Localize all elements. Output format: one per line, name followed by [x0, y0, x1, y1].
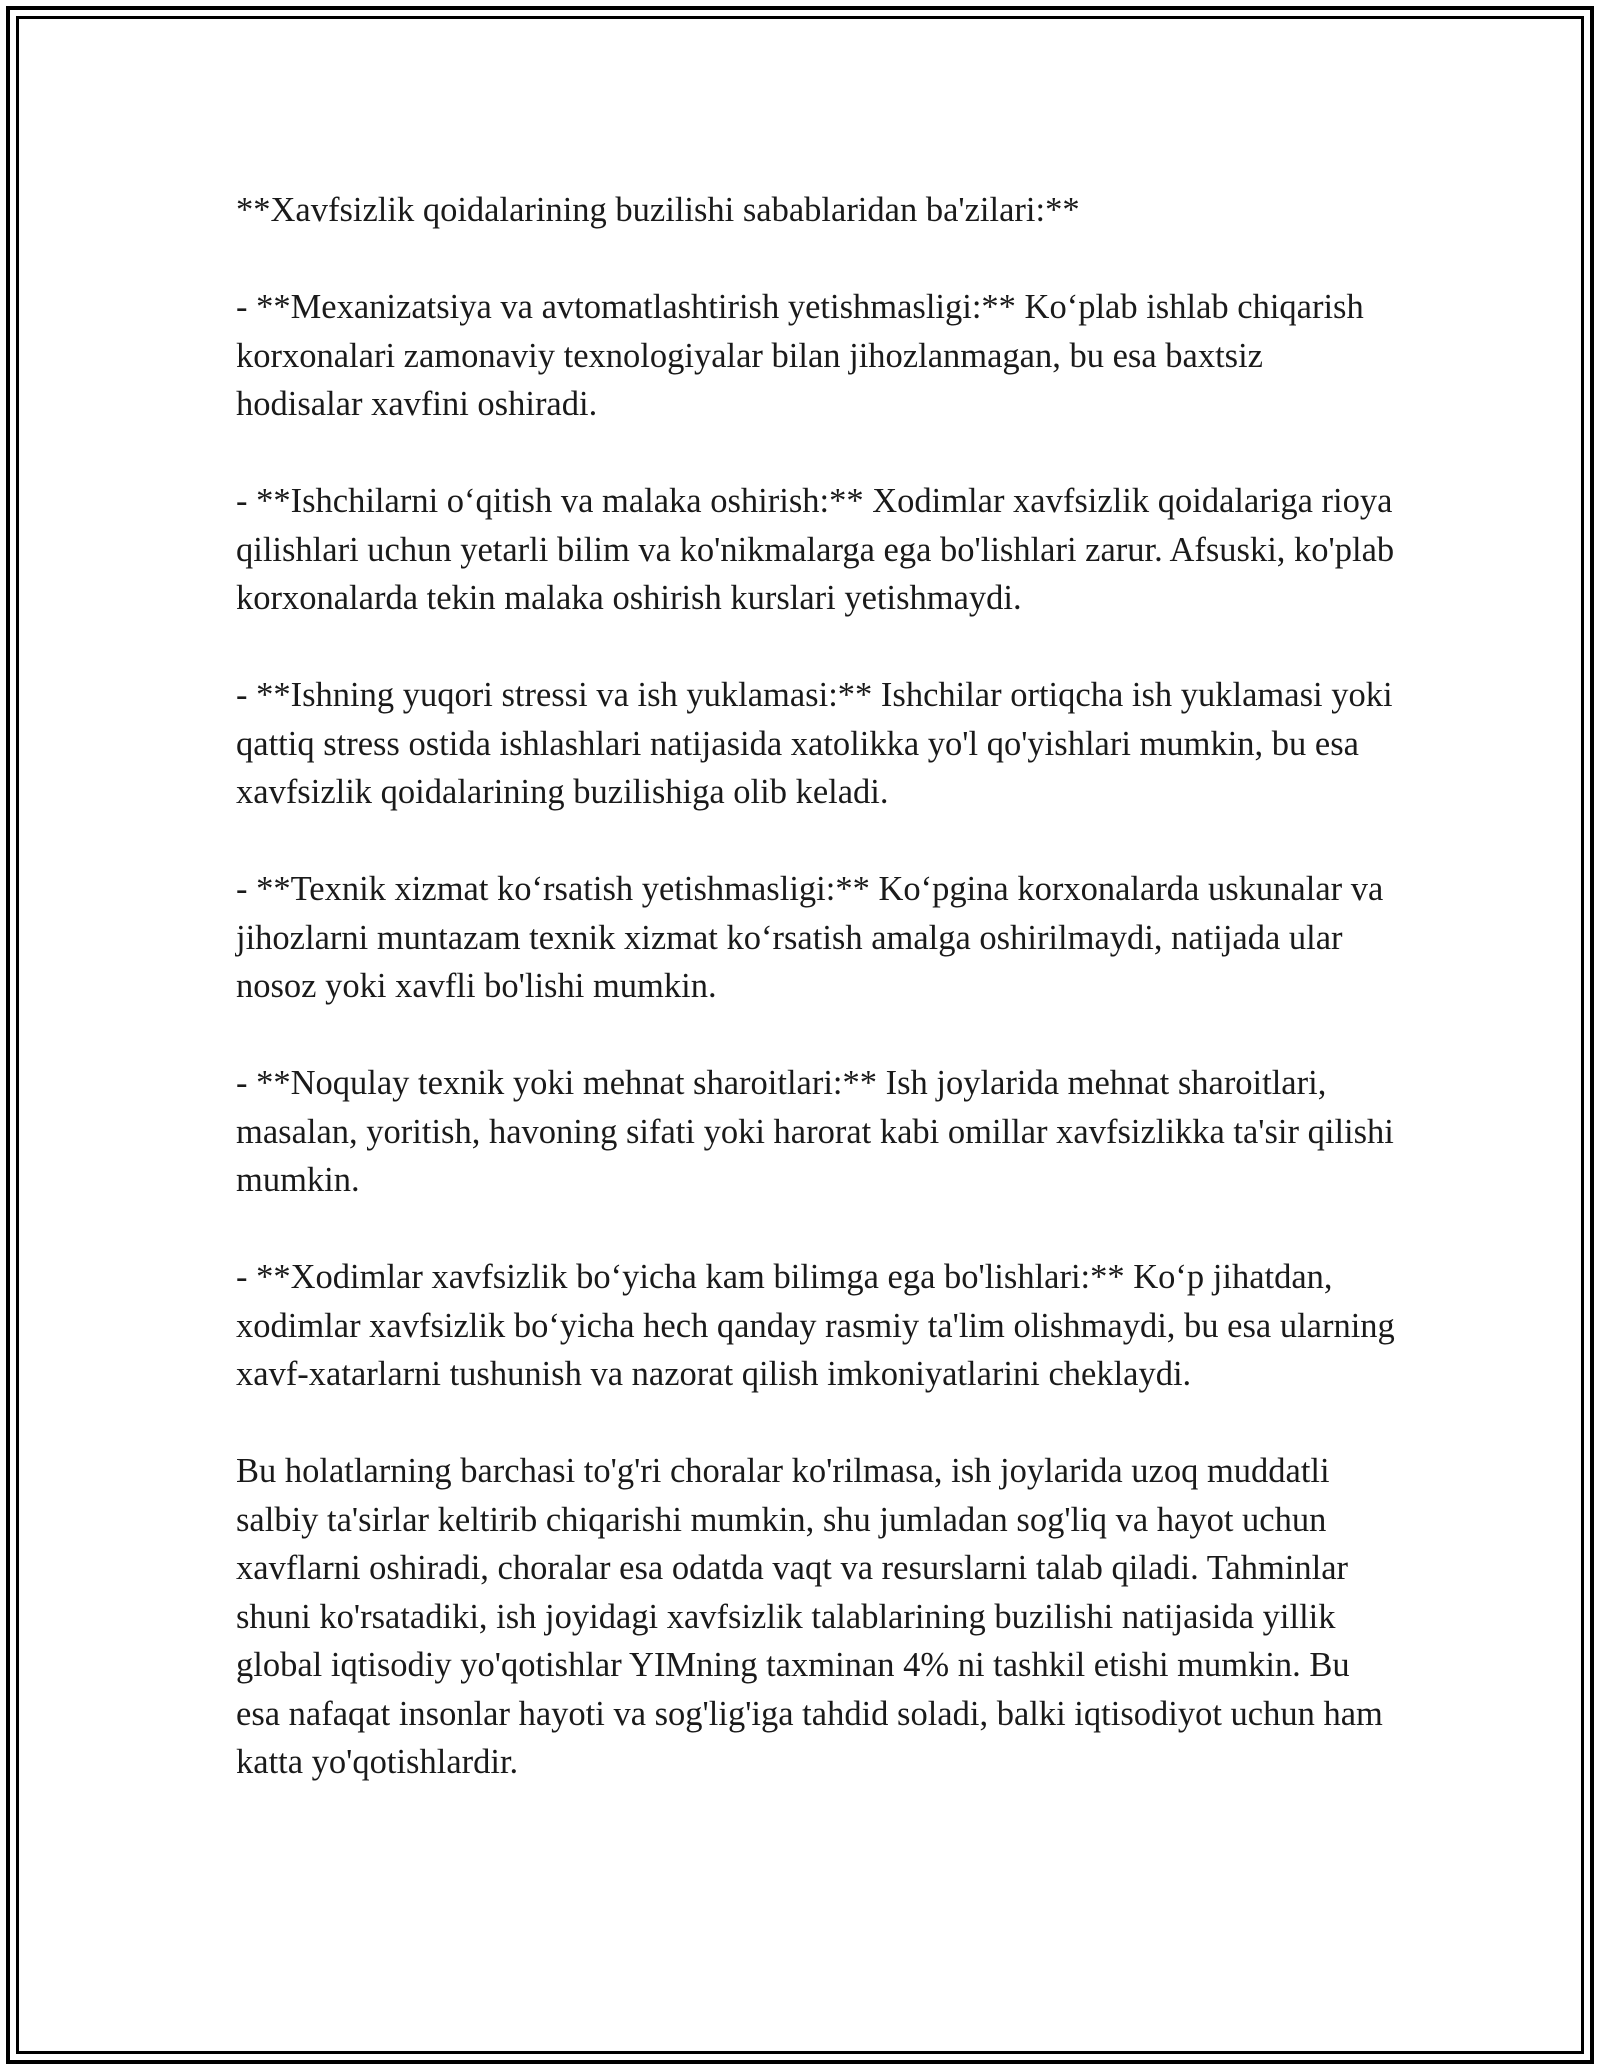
document-body: [236, 186, 1396, 1787]
document-heading: **Xavfsizlik qoidalarining buzilishi sabablaridan ba'zilari:**: [236, 191, 1080, 229]
conclusion-paragraph: Bu holatlarning barchasi to'g'ri choralar ko'rilmasa, ish joylarida uzoq muddatli salbiy ta'sirlar keltirib chiqarishi mumkin, shu jumladan sog'liq va hayot uchun xavflarni oshiradi, choralar esa odatda vaqt va resurslarni talab qiladi. Tahminlar shuni ko'rsatadiki, ish joyidagi xavfsizlik talablarining buzilishi natijasida yillik global iqtisodiy yo'qotishlar YIMning taxminan 4% ni tashkil etishi mumkin. Bu esa nafaqat insonlar hayoti va sog'lig'iga tahdid soladi, balki iqtisodiyot uchun ham katta yo'qotishlardir.: [236, 1452, 1383, 1781]
list-item-knowledge: - **Xodimlar xavfsizlik boʻyicha kam bilimga ega bo'lishlari:** Koʻp jihatdan, xodimlar xavfsizlik boʻyicha hech qanday rasmiy ta'lim olishmaydi, bu esa ularning xavf-xatarlarni tushunish va nazorat qilish imkoniyatlarini cheklaydi.: [236, 1258, 1395, 1393]
list-item-mechanization: - **Mexanizatsiya va avtomatlashtirish yetishmasligi:** Koʻplab ishlab chiqarish korxonalari zamonaviy texnologiyalar bilan jihozlanmagan, bu esa baxtsiz hodisalar xavfini oshiradi.: [236, 288, 1364, 423]
list-item-conditions: - **Noqulay texnik yoki mehnat sharoitlari:** Ish joylarida mehnat sharoitlari, masalan, yoritish, havoning sifati yoki harorat kabi omillar xavfsizlikka ta'sir qilishi mumkin.: [236, 1064, 1394, 1199]
list-item-maintenance: - **Texnik xizmat koʻrsatish yetishmasligi:** Koʻpgina korxonalarda uskunalar va jihozlarni muntazam texnik xizmat koʻrsatish amalga oshirilmaydi, natijada ular nosoz yoki xavfli bo'lishi mumkin.: [236, 870, 1384, 1005]
list-item-training: - **Ishchilarni oʻqitish va malaka oshirish:** Xodimlar xavfsizlik qoidalariga rioya qilishlari uchun yetarli bilim va ko'nikmalarga ega bo'lishlari zarur. Afsuski, ko'plab korxonalarda tekin malaka oshirish kurslari yetishmaydi.: [236, 482, 1395, 617]
list-item-stress: - **Ishning yuqori stressi va ish yuklamasi:** Ishchilar ortiqcha ish yuklamasi yoki qattiq stress ostida ishlashlari natijasida xatolikka yo'l qo'yishlari mumkin, bu esa xavfsizlik qoidalarining buzilishiga olib keladi.: [236, 676, 1393, 811]
